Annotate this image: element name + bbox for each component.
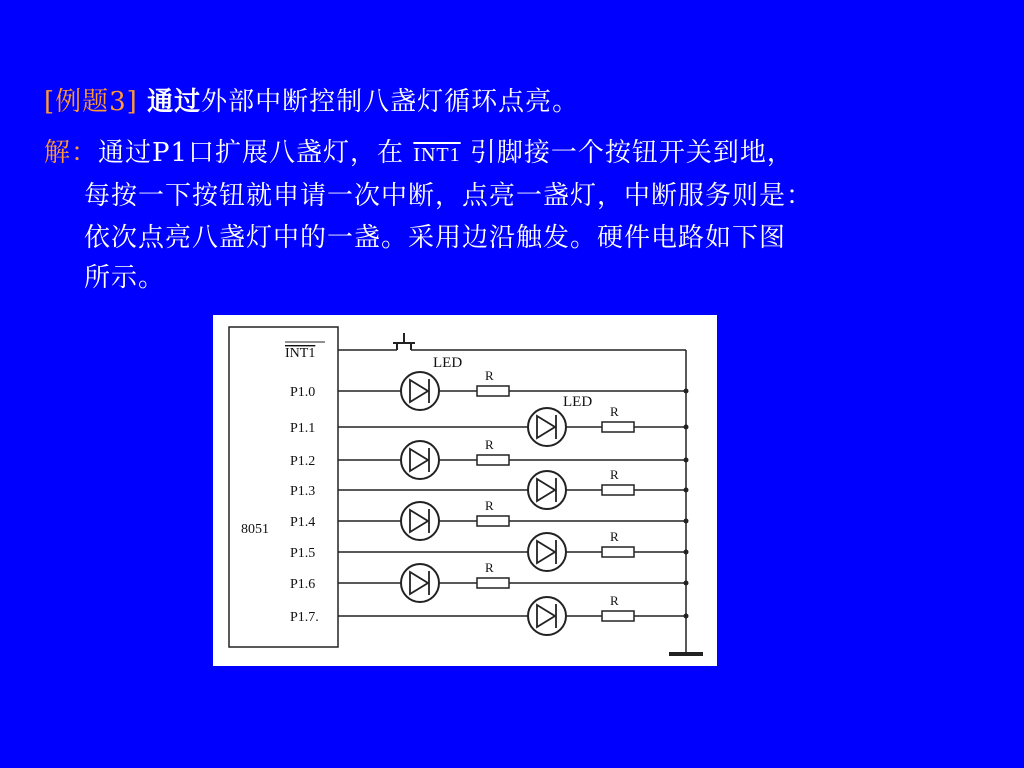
resistor-label: R — [610, 467, 619, 482]
title-bold-text: 通过 — [147, 87, 202, 117]
led-symbol — [401, 441, 439, 479]
resistor-label: R — [610, 404, 619, 419]
solution-label: 解： — [44, 138, 99, 168]
led-symbol — [528, 408, 566, 446]
example-label: [例题3] — [44, 87, 138, 117]
led-symbol — [401, 372, 439, 410]
resistor — [602, 422, 634, 432]
resistor — [477, 578, 509, 588]
led-symbol — [528, 533, 566, 571]
junction-dot — [684, 519, 689, 524]
resistor-label: R — [610, 529, 619, 544]
led-symbol — [528, 471, 566, 509]
resistor-label: R — [485, 498, 494, 513]
junction-dot — [684, 458, 689, 463]
led-symbol — [401, 564, 439, 602]
resistor-label: R — [485, 560, 494, 575]
resistor — [477, 386, 509, 396]
pin-label: P1.0 — [290, 385, 316, 400]
pin-label: P1.5 — [290, 546, 316, 561]
junction-dot — [684, 488, 689, 493]
junction-dot — [684, 389, 689, 394]
circuit-diagram — [213, 315, 717, 666]
pin-label: P1.2 — [290, 454, 316, 469]
resistor — [602, 611, 634, 621]
junction-dot — [684, 425, 689, 430]
pin-label: P1.4 — [290, 515, 316, 530]
resistor — [602, 547, 634, 557]
resistor — [477, 455, 509, 465]
title-line — [44, 86, 579, 118]
resistor-label: R — [485, 437, 494, 452]
resistor — [477, 516, 509, 526]
chip-label: 8051 — [241, 522, 269, 537]
pin-label: P1.7. — [290, 610, 319, 625]
solution-text-1a: 通过P1口扩展八盏灯，在 — [98, 138, 414, 168]
chip-8051 — [229, 327, 338, 647]
solution-line-4: 所示。 — [84, 263, 166, 293]
title-text: 外部中断控制八盏灯循环点亮。 — [201, 87, 580, 117]
solution-line-1 — [44, 137, 794, 171]
led-symbol — [401, 502, 439, 540]
pin-label: P1.3 — [290, 484, 316, 499]
pin-label: P1.1 — [290, 421, 316, 436]
solution-text-1b: 引脚接一个按钮开关到地， — [460, 138, 794, 168]
led-symbol — [528, 597, 566, 635]
resistor-label: R — [485, 368, 494, 383]
junction-dot — [684, 550, 689, 555]
junction-dot — [684, 614, 689, 619]
junction-dot — [684, 581, 689, 586]
led-label-2: LED — [563, 394, 593, 410]
resistor — [602, 485, 634, 495]
solution-line-2: 每按一下按钮就申请一次中断，点亮一盏灯，中断服务则是： — [84, 181, 814, 211]
int1-signal: INT1 — [413, 144, 461, 166]
circuit-svg — [213, 315, 717, 666]
resistor-label: R — [610, 593, 619, 608]
int1-pin-label: INT1 — [285, 346, 316, 361]
solution-line-3: 依次点亮八盏灯中的一盏。采用边沿触发。硬件电路如下图 — [84, 223, 787, 253]
pin-rows — [290, 368, 689, 635]
pin-label: P1.6 — [290, 577, 316, 592]
led-label-1: LED — [433, 355, 463, 371]
